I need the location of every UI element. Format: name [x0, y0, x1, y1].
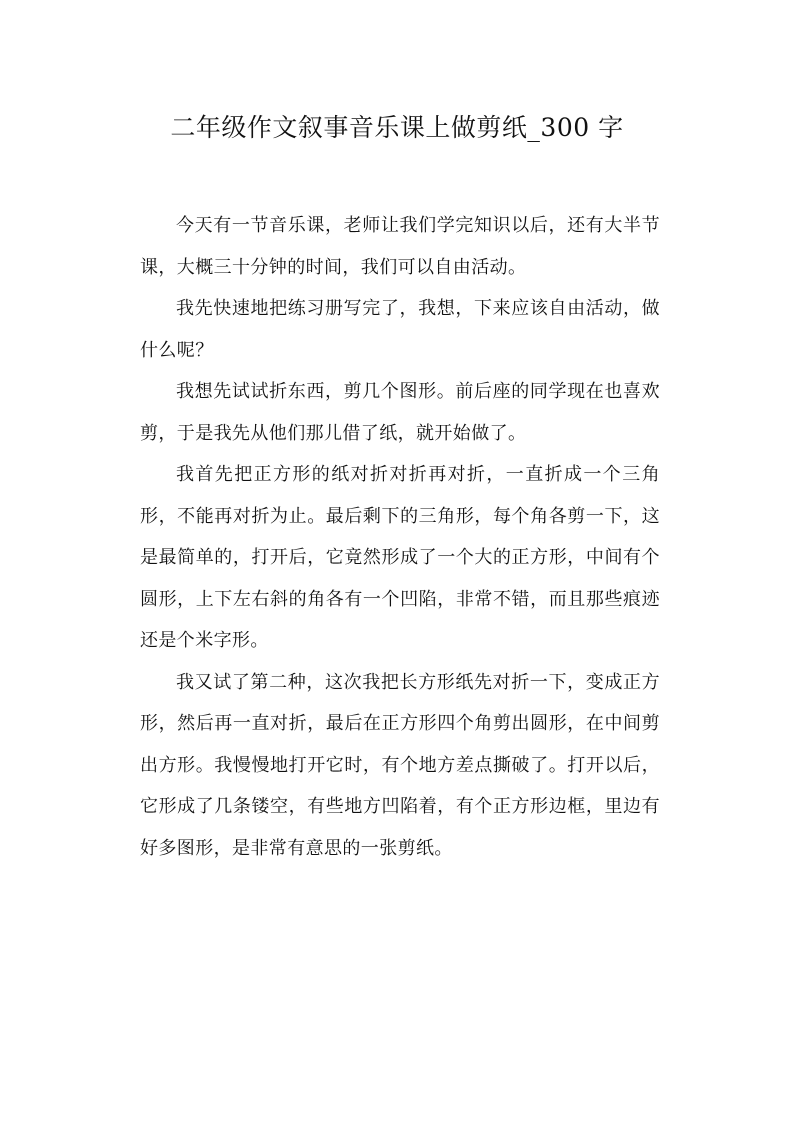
paragraph-3: 我想先试试折东西，剪几个图形。前后座的同学现在也喜欢剪，于是我先从他们那儿借了纸，就开始做了。: [140, 381, 660, 444]
document-body: [140, 205, 660, 869]
paragraph-4: 我首先把正方形的纸对折对折再对折，一直折成一个三角形，不能再对折为止。最后剩下的三角形，每个角各剪一下，这是最简单的，打开后，它竟然形成了一个大的正方形，中间有个圆形，上下左右斜的角各有一个凹陷，非常不错，而且那些痕迹还是个米字形。: [140, 464, 660, 651]
paragraph-5: 我又试了第二种，这次我把长方形纸先对折一下，变成正方形，然后再一直对折，最后在正方形四个角剪出圆形，在中间剪出方形。我慢慢地打开它时，有个地方差点撕破了。打开以后，它形成了几条镂空，有些地方凹陷着，有个正方形边框，里边有好多图形，是非常有意思的一张剪纸。: [140, 671, 660, 859]
paragraph-1: 今天有一节音乐课，老师让我们学完知识以后，还有大半节课，大概三十分钟的时间，我们可以自由活动。: [140, 215, 660, 278]
paragraph-2: 我先快速地把练习册写完了，我想，下来应该自由活动，做什么呢？: [140, 298, 660, 361]
document-title: 二年级作文叙事音乐课上做剪纸_300 字: [170, 113, 624, 142]
